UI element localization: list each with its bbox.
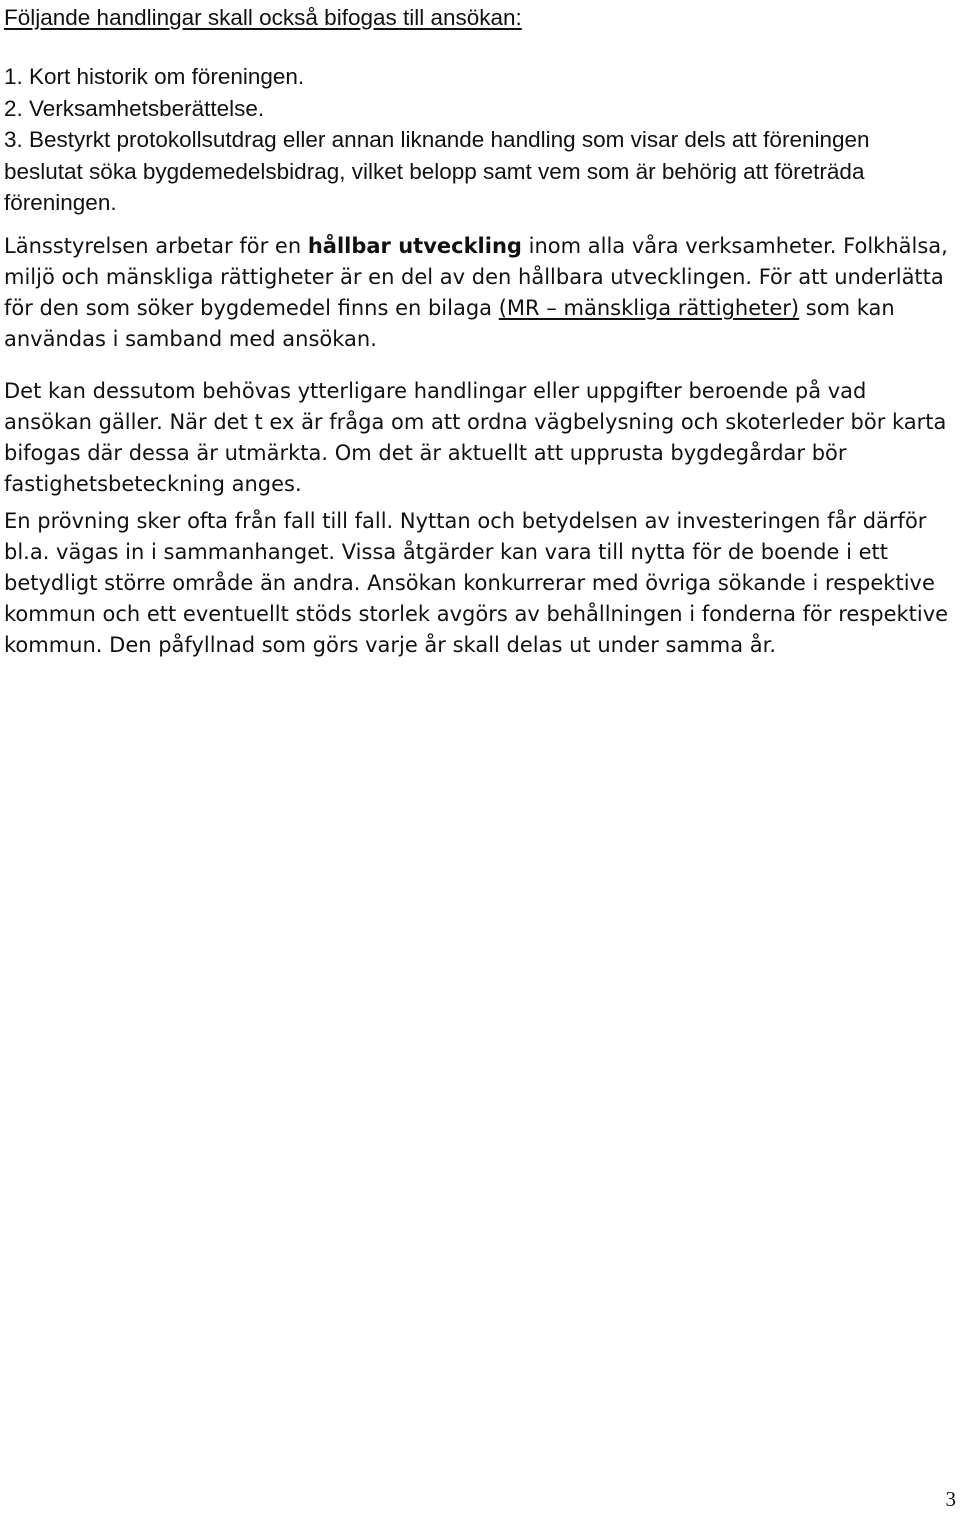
- paragraph-text: inom alla våra verksamheter. Folkhälsa, miljö och mänskliga rättigheter är en del av den hållbara utvecklingen. För att underlätta för den som söker bygdemedel finns en bilaga: [4, 234, 948, 320]
- list-item-number: 1.: [4, 64, 23, 89]
- list-item: [4, 124, 954, 219]
- list-item-number: 3.: [4, 127, 23, 152]
- paragraph-text: Länsstyrelsen arbetar för en: [4, 234, 308, 258]
- list-item: [4, 93, 954, 125]
- list-item-text: Kort historik om föreningen.: [29, 64, 305, 89]
- attachments-list: [4, 61, 954, 219]
- human-rights-attachment-link[interactable]: (MR – mänskliga rättigheter): [498, 296, 800, 320]
- sustainability-paragraph: [4, 231, 954, 355]
- list-item-text: Bestyrkt protokollsutdrag eller annan liknande handling som visar dels att föreningen beslutat söka bygdemedelsbidrag, vilket belopp samt vem som är behörig att företräda föreningen.: [4, 127, 870, 215]
- list-item-number: 2.: [4, 95, 23, 121]
- paragraph-text: som kan användas i samband med ansökan.: [4, 296, 895, 351]
- list-item-text: Verksamhetsberättelse.: [29, 95, 265, 121]
- bold-term: hållbar utveckling: [307, 234, 522, 258]
- attachments-heading: Följande handlingar skall också bifogas till ansökan:: [4, 5, 522, 30]
- page-number: 3: [945, 1487, 956, 1511]
- assessment-paragraph: En prövning sker ofta från fall till fall. Nyttan och betydelsen av investeringen får därför bl.a. vägas in i sammanhanget. Vissa åtgärder kan vara till nytta för de boende i ett betydligt större område än andra. Ansökan konkurrerar med övriga sökande i respektive kommun och ett eventuellt stöds storlek avgörs av behållningen i fonderna för respektive kommun. Den påfyllnad som görs varje år skall delas ut under samma år.: [4, 509, 949, 657]
- additional-documents-paragraph: Det kan dessutom behövas ytterligare handlingar eller uppgifter beroende på vad ansökan gäller. När det t ex är fråga om att ordna vägbelysning och skoterleder bör karta bifogas där dessa är utmärkta. Om det är aktuellt att upprusta bygdegårdar bör fastighetsbeteckning anges.: [4, 379, 947, 496]
- list-item: [4, 61, 954, 93]
